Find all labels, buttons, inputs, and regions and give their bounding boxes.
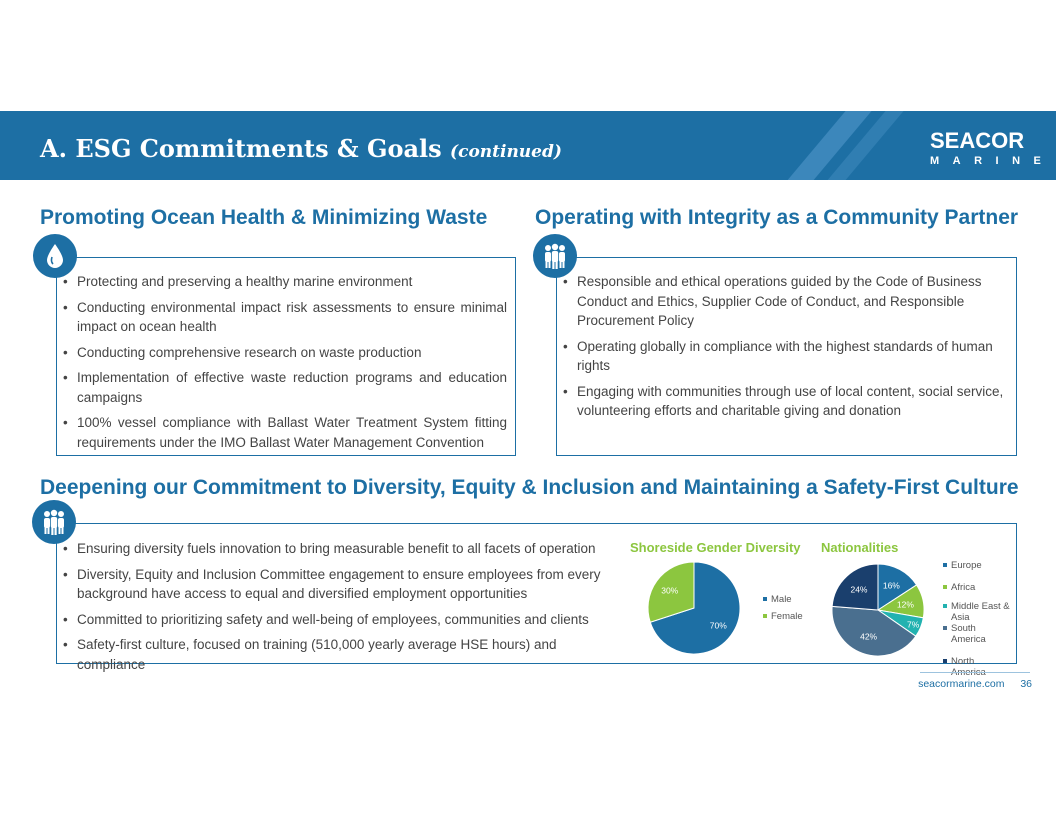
logo-line1: SEACOR: [930, 128, 1025, 153]
footer-divider: [920, 672, 1030, 673]
list-item: • Implementation of effective waste reduction programs and education campaigns: [61, 368, 507, 407]
ocean-box: [56, 257, 516, 456]
pie-data-label: 7%: [907, 619, 920, 630]
footer-website[interactable]: seacormarine.com: [918, 678, 1005, 690]
legend-label: Female: [771, 611, 803, 622]
water-drop-icon: [33, 234, 77, 278]
legend-label: North: [951, 656, 975, 667]
legend-swatch: [943, 563, 947, 567]
legend-item-europe: [943, 560, 1011, 571]
legend-label: Africa: [951, 582, 976, 593]
legend-item-africa: [943, 582, 1011, 593]
list-item: • 100% vessel compliance with Ballast Water Treatment System fitting requirements under the IMO Ballast Water Management Convention: [61, 413, 507, 452]
footer: [918, 678, 1032, 690]
legend-item-female: [763, 611, 803, 622]
people-group-icon: [32, 500, 76, 544]
integrity-bullets: [561, 272, 1006, 427]
pie-data-label: 42%: [860, 631, 878, 642]
legend-swatch: [943, 626, 947, 630]
legend-swatch: [943, 659, 947, 663]
pie-data-label: 16%: [882, 580, 900, 591]
title-main: A. ESG Commitments & Goals: [40, 134, 442, 163]
legend-label: Europe: [951, 560, 982, 571]
gender-legend: [763, 594, 803, 622]
gender-chart-title: Shoreside Gender Diversity: [630, 540, 801, 555]
list-item: • Diversity, Equity and Inclusion Committee engagement to ensure employees from every background have access to equal and diversified employment opportunities: [61, 565, 621, 604]
legend-item-north-america: [943, 656, 1011, 678]
legend-label: Male: [771, 594, 792, 605]
list-item: • Responsible and ethical operations guided by the Code of Business Conduct and Ethics, Supplier Code of Conduct, and Responsible Procurement Policy: [561, 272, 1006, 331]
people-group-icon: [533, 234, 577, 278]
pie-data-label: 30%: [661, 585, 679, 596]
list-item: • Conducting comprehensive research on waste production: [61, 343, 507, 363]
nationalities-pie-chart: [830, 558, 930, 658]
gender-pie-chart: [640, 558, 750, 658]
diversity-bullets: [61, 539, 621, 680]
pie-data-label: 70%: [709, 620, 727, 631]
list-item: • Engaging with communities through use of local content, social service, volunteering efforts and charitable giving and donation: [561, 382, 1006, 421]
diversity-heading: Deepening our Commitment to Diversity, Equity & Inclusion and Maintaining a Safety-First Culture: [40, 476, 1019, 499]
nationalities-legend: [943, 560, 1011, 678]
ocean-heading: Promoting Ocean Health & Minimizing Waste: [40, 206, 488, 229]
list-item: • Safety-first culture, focused on training (510,000 yearly average HSE hours) and compliance: [61, 635, 621, 674]
legend-item-male: [763, 594, 803, 605]
pie-data-label: 12%: [896, 599, 914, 610]
list-item: • Ensuring diversity fuels innovation to bring measurable benefit to all facets of operation: [61, 539, 621, 559]
list-item: • Protecting and preserving a healthy marine environment: [61, 272, 507, 292]
list-item: • Committed to prioritizing safety and well-being of employees, communities and clients: [61, 610, 621, 630]
logo-line2: MARINE: [930, 155, 1055, 167]
pie-data-label: 24%: [850, 584, 868, 595]
legend-item-middle-east-asia: [943, 601, 1011, 623]
page-title: [40, 134, 562, 163]
title-suffix: (continued): [450, 142, 562, 162]
company-logo: [930, 130, 1054, 168]
legend-swatch: [763, 614, 767, 618]
nationalities-chart-title: Nationalities: [821, 540, 899, 555]
integrity-box: [556, 257, 1017, 456]
legend-swatch: [943, 585, 947, 589]
legend-swatch: [943, 604, 947, 608]
list-item: • Operating globally in compliance with the highest standards of human rights: [561, 337, 1006, 376]
legend-item-south-america: [943, 623, 1011, 645]
list-item: • Conducting environmental impact risk assessments to ensure minimal impact on ocean health: [61, 298, 507, 337]
legend-swatch: [763, 597, 767, 601]
page-number: 36: [1020, 678, 1032, 690]
legend-label: South America: [951, 623, 986, 645]
ocean-bullets: [61, 272, 507, 458]
integrity-heading: Operating with Integrity as a Community Partner: [535, 206, 1019, 229]
legend-label: Middle East & Asia: [951, 601, 1010, 623]
